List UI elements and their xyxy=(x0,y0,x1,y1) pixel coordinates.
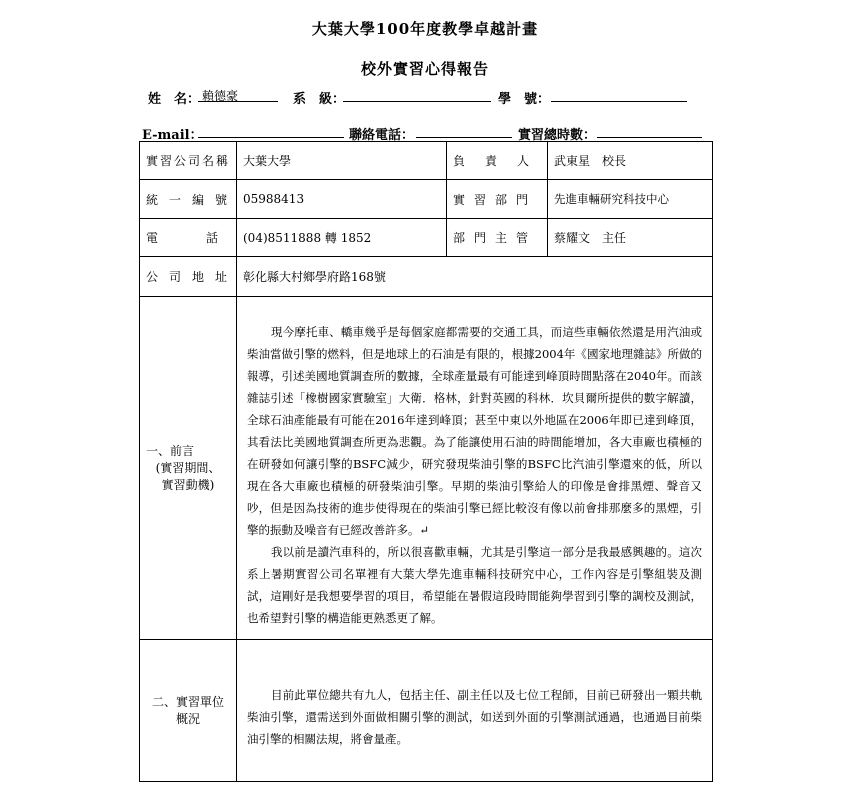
tax-id-row xyxy=(140,180,713,219)
section-unit-content-cell[interactable] xyxy=(237,640,713,782)
contact-phone-line xyxy=(416,137,512,138)
report-title: 大葉大學100年度教學卓越計畫 xyxy=(311,20,539,38)
supervisor-label: 部門主管 xyxy=(453,231,538,245)
intern-dept-value: 先進車輛研究科技中心 xyxy=(554,192,669,206)
phone-label-cell xyxy=(140,219,267,257)
student-id-line xyxy=(551,101,687,102)
company-name-label: 實習公司名稱 xyxy=(146,154,231,168)
section-unit-row xyxy=(140,640,713,782)
section-intro-row xyxy=(140,297,713,640)
company-name-label-cell xyxy=(140,142,237,180)
section-intro-paragraph-1: 現今摩托車、轎車幾乎是每個家庭都需要的交通工具，而這些車輛依然還是用汽油或柴油當做引擎的燃料，但是地球上的石油是有限的，根據2004年《國家地理雜誌》所做的報導，引述美國地質調查所的數據，全球產量最有可能達到峰頂時間點落在2040年。而該雜誌引述「橡樹國家實驗室」大衛．格林，針對英國的科林．坎貝爾所提供的數字解讀，全球石油產能最有可能在2016年達到峰頂；甚至中東以外地區在2006年即已達到峰頂，其看法比美國地質調查所更為悲觀。為了能讓使用石油的時間能增加，各大車廠也積極的在研發如何讓引擎的BSFC減少，研究發現柴油引擎的BSFC比汽油引擎還來的低，所以現在各大車廠也積極的研發柴油引擎。早期的柴油引擎給人的印像是會排黑煙、聲音又吵，但是因為技術的進步使得現在的柴油引擎已經比較沒有像以前會排那麼多的黑煙，引擎的振動及噪音有已經改善許多。↵ xyxy=(247,325,702,537)
section-intro-content-cell[interactable] xyxy=(237,297,713,640)
intern-dept-label: 實習部門 xyxy=(453,192,538,207)
company-name-value: 大葉大學 xyxy=(243,154,292,168)
total-hours-label: 實習總時數： xyxy=(518,128,597,143)
section-intro-paragraph-2: 我以前是讀汽車科的，所以很喜歡車輛，尤其是引擎這一部分是我最感興趣的。這次系上暑期實習公司名單裡有大葉大學先進車輛科技研究中心，工作內容是引擎組裝及測試，這剛好是我想要學習的項目，希望能在暑假這段時間能夠學習到引擎的調校及測試，也希望對引擎的構造能更熟悉更了解。 xyxy=(247,545,702,625)
address-label-cell xyxy=(140,257,237,297)
section-intro-label-line2: (實習期間、 xyxy=(155,460,221,475)
total-hours-line xyxy=(597,137,702,138)
email-label: E-mail： xyxy=(142,128,203,143)
company-name-row xyxy=(140,142,713,180)
section-unit-label-cell xyxy=(140,640,237,782)
manager-label-cell xyxy=(447,142,548,180)
manager-value: 武東星 校長 xyxy=(554,154,627,168)
company-name-value-cell[interactable] xyxy=(237,142,447,180)
supervisor-label-cell xyxy=(447,219,548,257)
intern-dept-label-cell xyxy=(447,180,548,219)
section-intro-label-line3: 實習動機) xyxy=(161,477,215,492)
supervisor-value: 蔡耀文 主任 xyxy=(554,231,627,245)
internship-form-table xyxy=(139,141,713,782)
report-subtitle: 校外實習心得報告 xyxy=(360,60,489,78)
manager-value-cell[interactable] xyxy=(548,142,713,180)
section-intro-label-line1: 一、前言 xyxy=(146,443,195,458)
tax-id-value: 05988413 xyxy=(243,192,305,206)
supervisor-value-cell[interactable] xyxy=(548,219,713,257)
name-label: 姓 名： xyxy=(148,92,201,107)
phone-label: 電話 xyxy=(146,231,267,245)
phone-value: (04)8511888 轉 1852 xyxy=(243,231,372,245)
phone-value-cell[interactable] xyxy=(237,219,447,257)
email-line xyxy=(198,137,344,138)
name-value[interactable]: 賴德豪 xyxy=(202,89,239,103)
section-unit-label-line1: 二、實習單位 xyxy=(151,694,224,709)
dept-line xyxy=(343,101,491,102)
section-unit-paragraph-1: 目前此單位總共有九人，包括主任、副主任以及七位工程師，目前已研發出一顆共軌柴油引擎，還需送到外面做相關引擎的測試，如送到外面的引擎測試通過，也通過目前柴油引擎的相關法規，將會量產。 xyxy=(247,688,702,746)
address-value-cell[interactable] xyxy=(237,257,713,297)
section-intro-label-cell xyxy=(140,297,237,640)
student-id-label: 學 號： xyxy=(498,92,551,107)
address-value: 彰化縣大村鄉學府路168號 xyxy=(243,270,386,284)
phone-row xyxy=(140,219,713,257)
tax-id-label: 統一編號 xyxy=(146,192,239,207)
section-unit-label-line2: 概況 xyxy=(175,711,200,726)
manager-label: 負責人 xyxy=(453,154,550,168)
tax-id-label-cell xyxy=(140,180,237,219)
address-label: 公司地址 xyxy=(146,270,239,284)
address-row xyxy=(140,257,713,297)
intern-dept-value-cell[interactable] xyxy=(548,180,713,219)
tax-id-value-cell[interactable] xyxy=(237,180,447,219)
contact-phone-label: 聯絡電話： xyxy=(349,128,415,143)
dept-label: 系 級： xyxy=(293,92,346,107)
